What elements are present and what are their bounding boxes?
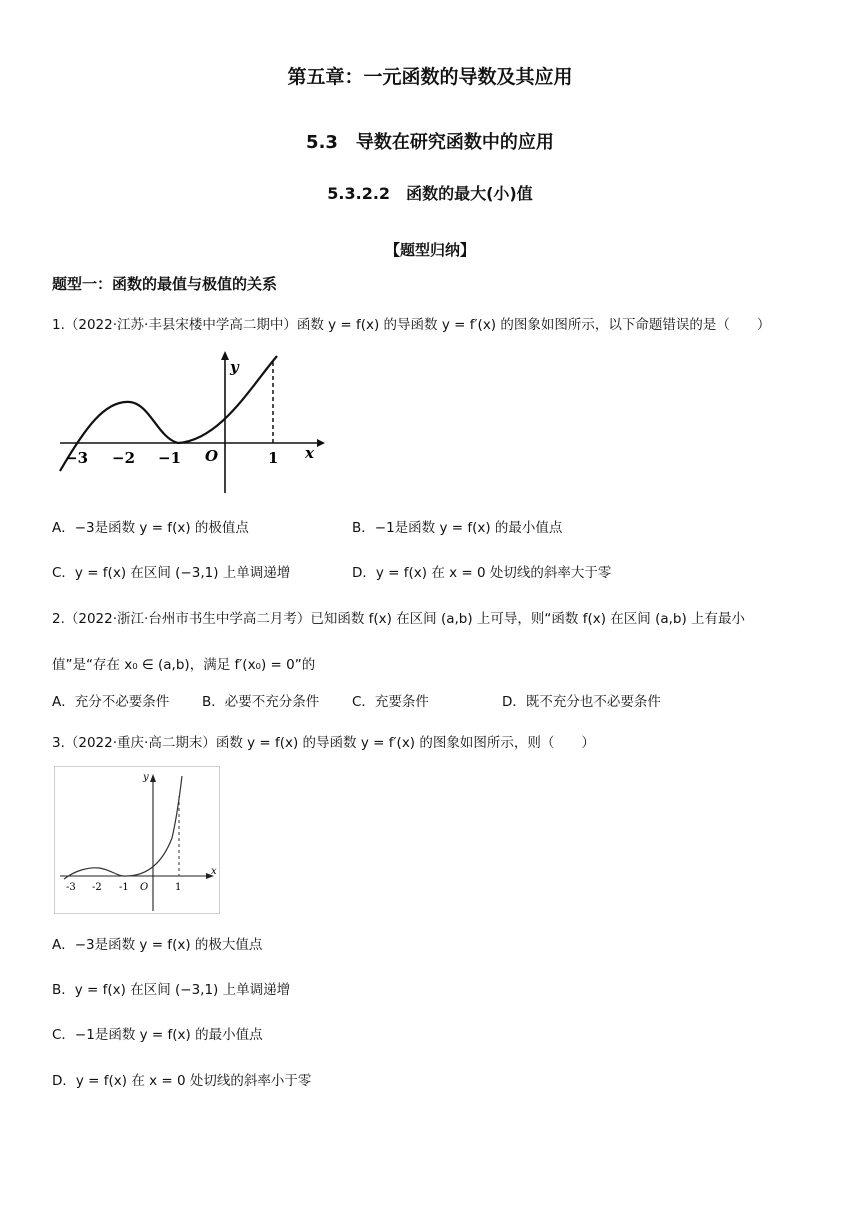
q3-origin-label: O [140, 882, 149, 893]
q1-tick-label: 1 [268, 449, 279, 467]
q2-option-d: D．既不充分也不必要条件 [502, 694, 661, 710]
q3-option-a: A．−3是函数 y = f(x) 的极大值点 [52, 937, 263, 953]
q1-tick-label: −2 [112, 449, 136, 467]
q1-option-a: A．−3是函数 y = f(x) 的极值点 [52, 520, 249, 536]
q3-graph-frame [55, 767, 220, 914]
q1-x-label: x [305, 444, 314, 462]
q1-origin-label: O [205, 447, 219, 465]
q3-option-d: D．y = f(x) 在 x = 0 处切线的斜率小于零 [52, 1073, 312, 1089]
q2-option-c: C．充要条件 [352, 694, 429, 710]
q3-tick-label: 1 [175, 882, 182, 893]
q2-option-b: B．必要不充分条件 [202, 694, 320, 710]
q2-stem-line1: 2.（2022·浙江·台州市书生中学高二月考）已知函数 f(x) 在区间 (a,b) 上可导，则“函数 f(x) 在区间 (a,b) 上有最小 [52, 611, 746, 627]
q1-option-c: C．y = f(x) 在区间 (−3,1) 上单调递增 [52, 565, 291, 581]
question-type-heading: 题型一：函数的最值与极值的关系 [52, 275, 278, 293]
q3-option-c: C．−1是函数 y = f(x) 的最小值点 [52, 1027, 263, 1043]
q3-option-b: B．y = f(x) 在区间 (−3,1) 上单调递增 [52, 982, 291, 998]
q3-derivative-graph [54, 766, 220, 914]
q1-y-label: y [230, 358, 239, 376]
q1-x-axis-arrow [317, 439, 325, 447]
subsection-title: 5.3.2.2 函数的最大(小)值 [327, 184, 533, 203]
q3-tick-label: -3 [66, 882, 76, 893]
q1-y-axis-arrow [221, 351, 229, 360]
q3-tick-label: -1 [119, 882, 129, 893]
q3-x-label: x [211, 866, 217, 877]
q1-tick-label: −1 [158, 449, 182, 467]
summary-heading: 【题型归纳】 [384, 241, 475, 259]
section-title: 5.3 导数在研究函数中的应用 [306, 132, 554, 153]
q2-stem-line2: 值”是“存在 x₀ ∈ (a,b)，满足 f′(x₀) = 0”的 [52, 657, 316, 673]
q1-stem: 1.（2022·江苏·丰县宋楼中学高二期中）函数 y = f(x) 的导函数 y = f′(x) 的图象如图所示，以下命题错误的是（ ） [52, 317, 771, 333]
q3-stem: 3.（2022·重庆·高二期末）函数 y = f(x) 的导函数 y = f′(x) 的图象如图所示，则（ ） [52, 735, 595, 751]
q1-option-b: B．−1是函数 y = f(x) 的最小值点 [352, 520, 563, 536]
chapter-title: 第五章：一元函数的导数及其应用 [287, 66, 573, 88]
q1-derivative-graph [55, 348, 325, 498]
q2-option-a: A．充分不必要条件 [52, 694, 170, 710]
q3-tick-label: -2 [92, 882, 102, 893]
q3-y-label: y [143, 772, 149, 783]
q1-option-d: D．y = f(x) 在 x = 0 处切线的斜率大于零 [352, 565, 612, 581]
q1-tick-label: −3 [65, 449, 89, 467]
